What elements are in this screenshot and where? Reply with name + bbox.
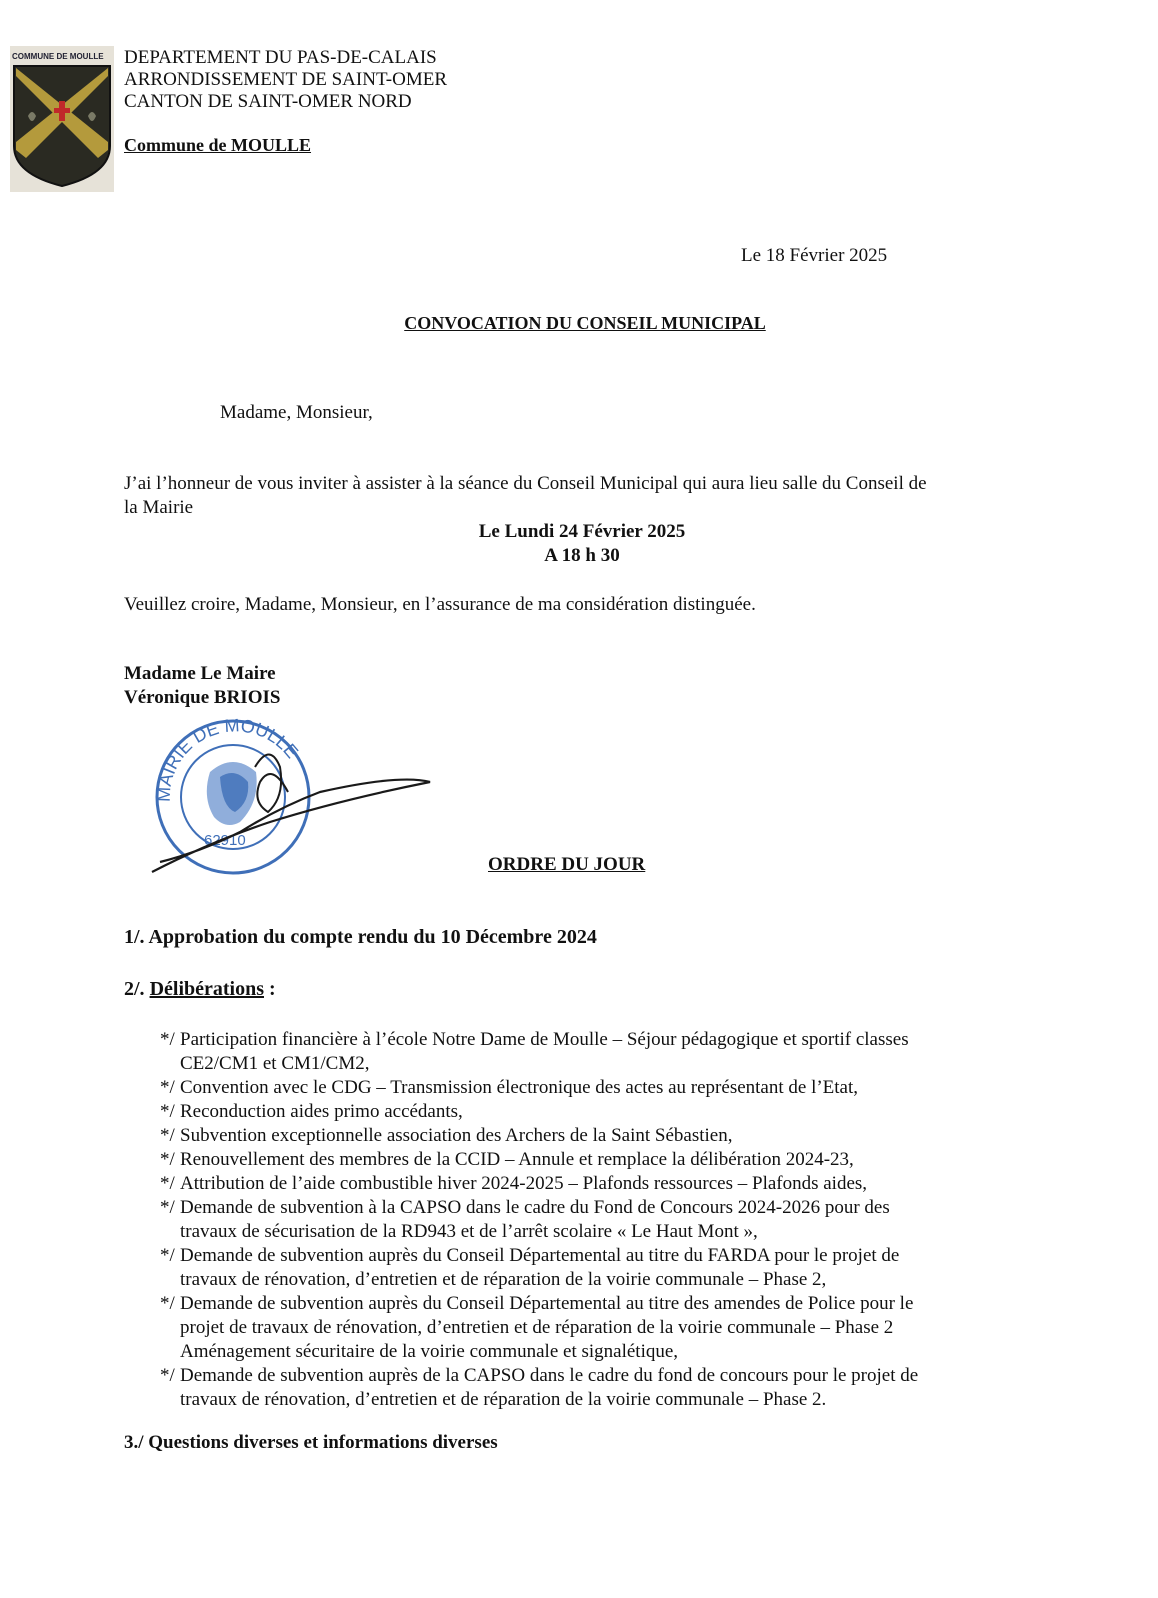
list-marker: */ xyxy=(160,1101,175,1122)
agenda-item-2-label: Délibérations xyxy=(149,978,264,1000)
deliberation-item xyxy=(160,1364,1040,1412)
stamp-emblem-icon xyxy=(207,762,257,825)
arrondissement-line: ARRONDISSEMENT DE SAINT-OMER xyxy=(124,69,448,90)
list-marker: */ xyxy=(160,1365,175,1386)
signatory-title: Madame Le Maire xyxy=(124,663,276,684)
deliberation-item xyxy=(160,1292,1040,1364)
list-marker: */ xyxy=(160,1077,175,1098)
deliberation-line: travaux de rénovation, d’entretien et de réparation de la voirie communale – Phase 2. xyxy=(180,1389,827,1410)
document-title: CONVOCATION DU CONSEIL MUNICIPAL xyxy=(404,313,766,333)
deliberation-line: travaux de sécurisation de la RD943 et de l’arrêt scolaire « Le Haut Mont », xyxy=(180,1221,758,1242)
list-marker: */ xyxy=(160,1197,175,1218)
commune-name: Commune de MOULLE xyxy=(124,135,312,155)
deliberation-item xyxy=(160,1124,1040,1148)
canton-line: CANTON DE SAINT-OMER NORD xyxy=(124,91,412,112)
deliberation-item xyxy=(160,1100,1040,1124)
stamp-code: 62910 xyxy=(204,832,246,849)
stamp-text: MAIRIE DE MOULLE xyxy=(153,715,303,803)
handwritten-signature xyxy=(152,755,430,873)
deliberation-line: Participation financière à l’école Notre Dame de Moulle – Séjour pédagogique et sportif classes xyxy=(180,1029,909,1050)
meeting-date: Le Lundi 24 Février 2025 xyxy=(478,521,686,542)
deliberation-line: Demande de subvention auprès du Conseil Départemental au titre du FARDA pour le projet de xyxy=(180,1245,900,1266)
signatory-name: Véronique BRIOIS xyxy=(124,687,281,708)
letter-date: Le 18 Février 2025 xyxy=(741,245,888,266)
coat-of-arms-icon xyxy=(10,46,114,192)
deliberation-item xyxy=(160,1076,1040,1100)
deliberation-line: Renouvellement des membres de la CCID – Annule et remplace la délibération 2024-23, xyxy=(180,1149,854,1170)
deliberation-item xyxy=(160,1244,1040,1292)
invitation-line-2: la Mairie xyxy=(124,497,194,518)
salutation: Madame, Monsieur, xyxy=(220,402,373,423)
agenda-item-2 xyxy=(124,978,276,1001)
deliberation-line: Aménagement sécuritaire de la voirie communale et signalétique, xyxy=(180,1341,679,1362)
deliberation-line: Subvention exceptionnelle association des Archers de la Saint Sébastien, xyxy=(180,1125,733,1146)
crest-label: COMMUNE DE MOULLE xyxy=(12,52,104,61)
list-marker: */ xyxy=(160,1293,175,1314)
list-marker: */ xyxy=(160,1125,175,1146)
commune-crest xyxy=(10,46,114,192)
deliberation-line: travaux de rénovation, d’entretien et de réparation de la voirie communale – Phase 2, xyxy=(180,1269,827,1290)
deliberation-item xyxy=(160,1172,1040,1196)
list-marker: */ xyxy=(160,1245,175,1266)
list-marker: */ xyxy=(160,1149,175,1170)
meeting-time: A 18 h 30 xyxy=(544,545,620,566)
agenda-item-3: 3./ Questions diverses et informations diverses xyxy=(124,1432,498,1453)
agenda-item-2-colon: : xyxy=(264,978,276,1000)
deliberation-line: Demande de subvention à la CAPSO dans le cadre du Fond de Concours 2024-2026 pour des xyxy=(180,1197,890,1218)
mairie-stamp xyxy=(140,712,450,882)
closing-formula: Veuillez croire, Madame, Monsieur, en l’assurance de ma considération distinguée. xyxy=(124,594,756,615)
agenda-item-1: 1/. Approbation du compte rendu du 10 Décembre 2024 xyxy=(124,926,597,948)
deliberation-line: Attribution de l’aide combustible hiver 2024-2025 – Plafonds ressources – Plafonds aides, xyxy=(180,1173,868,1194)
agenda-item-2-number: 2/. xyxy=(124,978,145,1000)
department-line: DEPARTEMENT DU PAS-DE-CALAIS xyxy=(124,47,437,68)
deliberation-line: CE2/CM1 et CM1/CM2, xyxy=(180,1053,370,1074)
deliberation-line: Convention avec le CDG – Transmission électronique des actes au représentant de l’Etat, xyxy=(180,1077,859,1098)
deliberation-line: Demande de subvention auprès du Conseil Départemental au titre des amendes de Police pour le xyxy=(180,1293,914,1314)
deliberation-item xyxy=(160,1028,1040,1076)
deliberation-line: Demande de subvention auprès de la CAPSO dans le cadre du fond de concours pour le projet de xyxy=(180,1365,919,1386)
deliberation-item xyxy=(160,1196,1040,1244)
invitation-line-1: J’ai l’honneur de vous inviter à assister à la séance du Conseil Municipal qui aura lieu salle du Conseil de xyxy=(124,473,927,494)
deliberation-line: projet de travaux de rénovation, d’entretien et de réparation de la voirie communale – Phase 2 xyxy=(180,1317,894,1338)
list-marker: */ xyxy=(160,1173,175,1194)
list-marker: */ xyxy=(160,1029,175,1050)
deliberation-item xyxy=(160,1148,1040,1172)
agenda-heading: ORDRE DU JOUR xyxy=(488,854,646,875)
deliberation-line: Reconduction aides primo accédants, xyxy=(180,1101,463,1122)
